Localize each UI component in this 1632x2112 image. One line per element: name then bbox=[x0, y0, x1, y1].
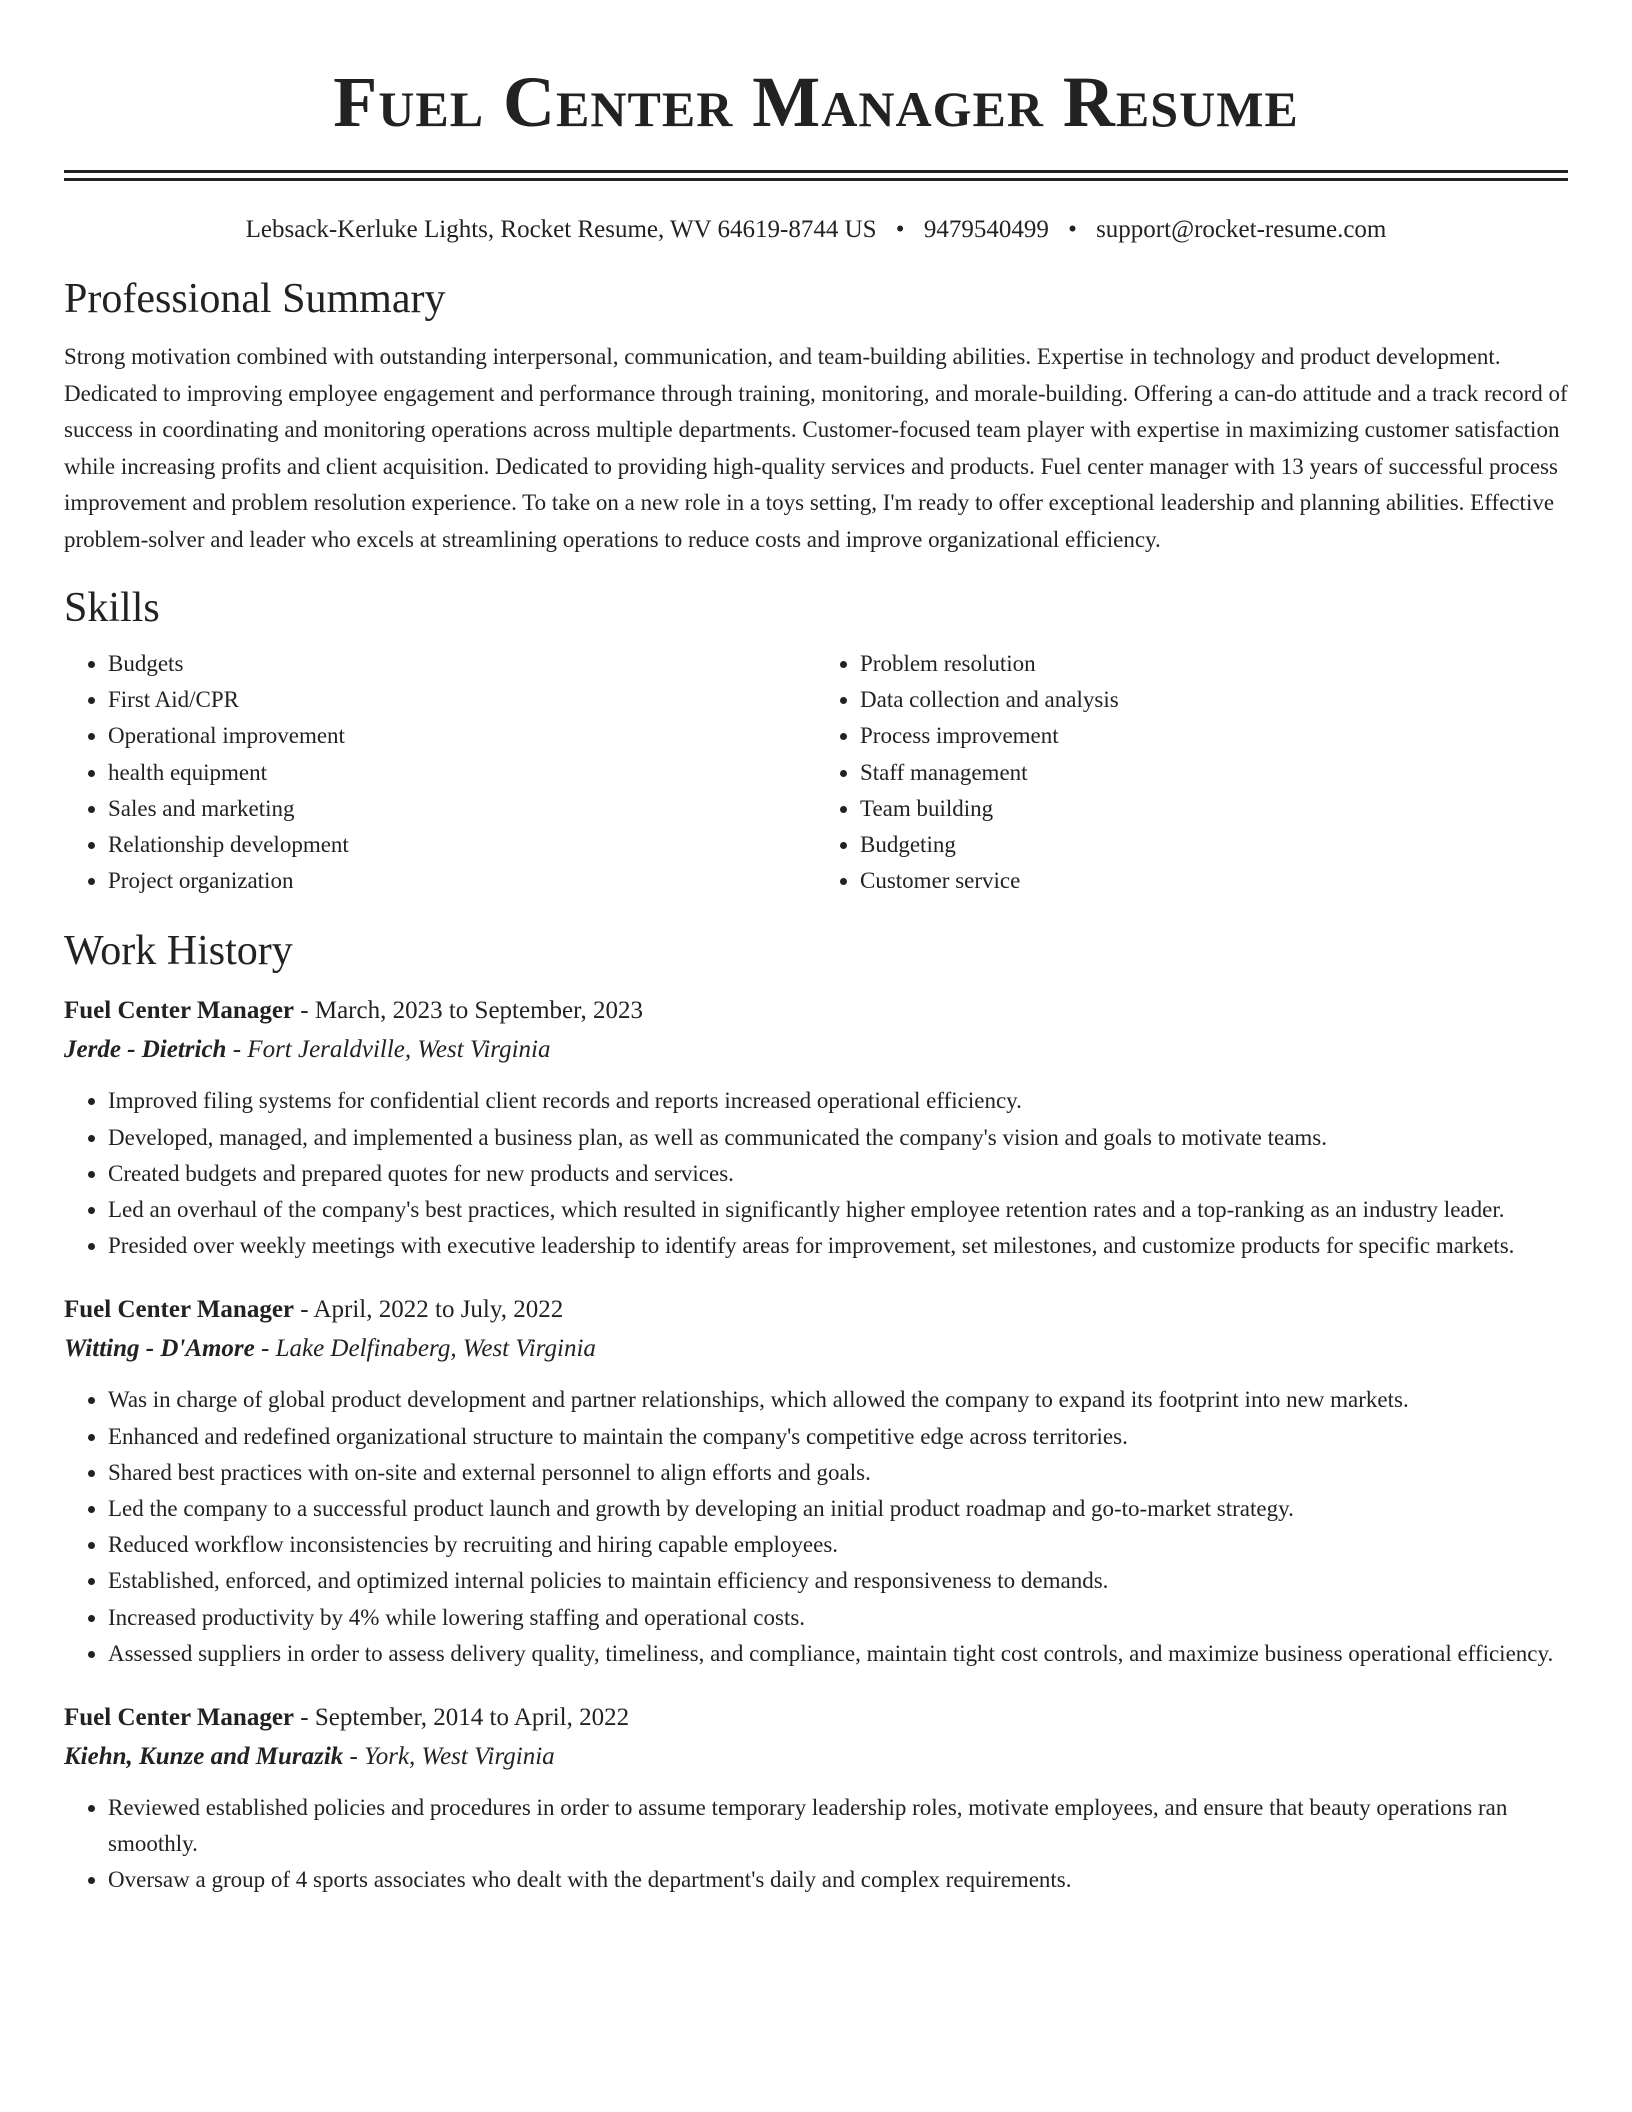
job-entry bbox=[64, 991, 1568, 1264]
job-bullet: • Assessed suppliers in order to assess delivery quality, timeliness, and compliance, maintain tight cost controls, and maximize business operational efficiency. bbox=[108, 1636, 1568, 1672]
job-bullet: • Established, enforced, and optimized internal policies to maintain efficiency and responsiveness to demands. bbox=[108, 1563, 1568, 1599]
job-bullet: • Presided over weekly meetings with executive leadership to identify areas for improvement, set milestones, and customize products for specific markets. bbox=[108, 1228, 1568, 1264]
job-bullet: • Enhanced and redefined organizational structure to maintain the company's competitive edge across territories. bbox=[108, 1419, 1568, 1455]
skill-item: • Data collection and analysis bbox=[860, 682, 1568, 718]
job-dates: - March, 2023 to September, 2023 bbox=[294, 997, 643, 1025]
skill-item: • health equipment bbox=[108, 755, 816, 791]
contact-phone: 9479540499 bbox=[923, 216, 1049, 243]
job-title-line bbox=[64, 1698, 1568, 1737]
skill-item: • Project organization bbox=[108, 863, 816, 899]
job-entry bbox=[64, 1698, 1568, 1899]
skill-item: • Budgeting bbox=[860, 827, 1568, 863]
contact-separator: • bbox=[1068, 216, 1077, 243]
title-double-rule bbox=[64, 170, 1568, 181]
resume-title: Fuel Center Manager Resume bbox=[333, 62, 1299, 142]
job-company-line bbox=[64, 1737, 1568, 1776]
job-company: Kiehn, Kunze and Murazik bbox=[64, 1743, 344, 1771]
contact-line bbox=[64, 215, 1568, 245]
skill-item: • First Aid/CPR bbox=[108, 682, 816, 718]
job-bullet: • Led an overhaul of the company's best practices, which resulted in significantly higher employee retention rates and a top-ranking as an industry leader. bbox=[108, 1192, 1568, 1228]
job-bullets bbox=[64, 1083, 1568, 1264]
job-bullet: • Was in charge of global product development and partner relationships, which allowed the company to expand its footprint into new markets. bbox=[108, 1382, 1568, 1418]
job-company-line bbox=[64, 1329, 1568, 1368]
job-bullet: • Created budgets and prepared quotes for new products and services. bbox=[108, 1156, 1568, 1192]
job-company: Witting - D'Amore bbox=[64, 1335, 255, 1363]
contact-separator: • bbox=[895, 216, 905, 243]
summary-text: Strong motivation combined with outstanding interpersonal, communication, and team-building abilities. Expertise in technology and product development. Dedicated to improving employee engagement and performance through training, monitoring, and morale-building. Offering a can-do attitude and a track record of success in coordinating and monitoring operations across multiple departments. Customer-focused team player with expertise in maximizing customer satisfaction while increasing profits and client acquisition. Dedicated to providing high-quality services and products. Fuel center manager with 13 years of successful process improvement and problem resolution experience. To take on a new role in a toys setting, I'm ready to offer exceptional leadership and planning abilities. Effective problem-solver and leader who excels at streamlining operations to reduce costs and improve organizational efficiency. bbox=[64, 344, 1568, 552]
job-dates: - September, 2014 to April, 2022 bbox=[294, 1704, 630, 1732]
job-title: Fuel Center Manager bbox=[64, 1704, 295, 1732]
skill-item: • Team building bbox=[860, 791, 1568, 827]
job-location: - Lake Delfinaberg, West Virginia bbox=[254, 1335, 596, 1363]
skill-item: • Process improvement bbox=[860, 718, 1568, 754]
job-bullet: • Improved filing systems for confidential client records and reports increased operational efficiency. bbox=[108, 1083, 1568, 1119]
skill-item: • Budgets bbox=[108, 646, 816, 682]
job-bullet: • Oversaw a group of 4 sports associates who dealt with the department's daily and complex requirements. bbox=[108, 1862, 1568, 1898]
skill-item: • Operational improvement bbox=[108, 718, 816, 754]
job-bullet: • Shared best practices with on-site and external personnel to align efforts and goals. bbox=[108, 1455, 1568, 1491]
job-bullet: • Developed, managed, and implemented a business plan, as well as communicated the company's vision and goals to motivate teams. bbox=[108, 1120, 1568, 1156]
job-dates: - April, 2022 to July, 2022 bbox=[294, 1296, 564, 1324]
job-title-line bbox=[64, 1290, 1568, 1329]
job-bullet: • Reviewed established policies and procedures in order to assume temporary leadership roles, motivate employees, and ensure that beauty operations ran smoothly. bbox=[108, 1790, 1568, 1862]
skill-item: • Customer service bbox=[860, 863, 1568, 899]
skills-column-left bbox=[64, 646, 816, 899]
job-title: Fuel Center Manager bbox=[64, 997, 295, 1025]
summary-heading: Professional Summary bbox=[64, 276, 446, 322]
skills-list bbox=[64, 646, 1568, 899]
job-bullet: • Led the company to a successful product launch and growth by developing an initial product roadmap and go-to-market strategy. bbox=[108, 1491, 1568, 1527]
job-title: Fuel Center Manager bbox=[64, 1296, 295, 1324]
skills-column-right bbox=[816, 646, 1568, 899]
skill-item: • Sales and marketing bbox=[108, 791, 816, 827]
skill-item: • Staff management bbox=[860, 755, 1568, 791]
job-bullets bbox=[64, 1382, 1568, 1672]
work-history-heading: Work History bbox=[64, 928, 293, 975]
job-title-line bbox=[64, 991, 1568, 1030]
skill-item: • Relationship development bbox=[108, 827, 816, 863]
contact-address: Lebsack-Kerluke Lights, Rocket Resume, WV 64619-8744 US bbox=[245, 216, 877, 243]
job-company-line bbox=[64, 1030, 1568, 1069]
skills-heading: Skills bbox=[64, 585, 160, 631]
job-bullets bbox=[64, 1790, 1568, 1899]
job-bullet: • Increased productivity by 4% while lowering staffing and operational costs. bbox=[108, 1600, 1568, 1636]
job-company: Jerde - Dietrich bbox=[64, 1036, 227, 1064]
job-entry bbox=[64, 1290, 1568, 1672]
job-bullet: • Reduced workflow inconsistencies by recruiting and hiring capable employees. bbox=[108, 1527, 1568, 1563]
job-location: - Fort Jeraldville, West Virginia bbox=[226, 1036, 551, 1064]
job-location: - York, West Virginia bbox=[343, 1743, 555, 1771]
skill-item: • Problem resolution bbox=[860, 646, 1568, 682]
contact-email: support@rocket-resume.com bbox=[1096, 216, 1387, 243]
